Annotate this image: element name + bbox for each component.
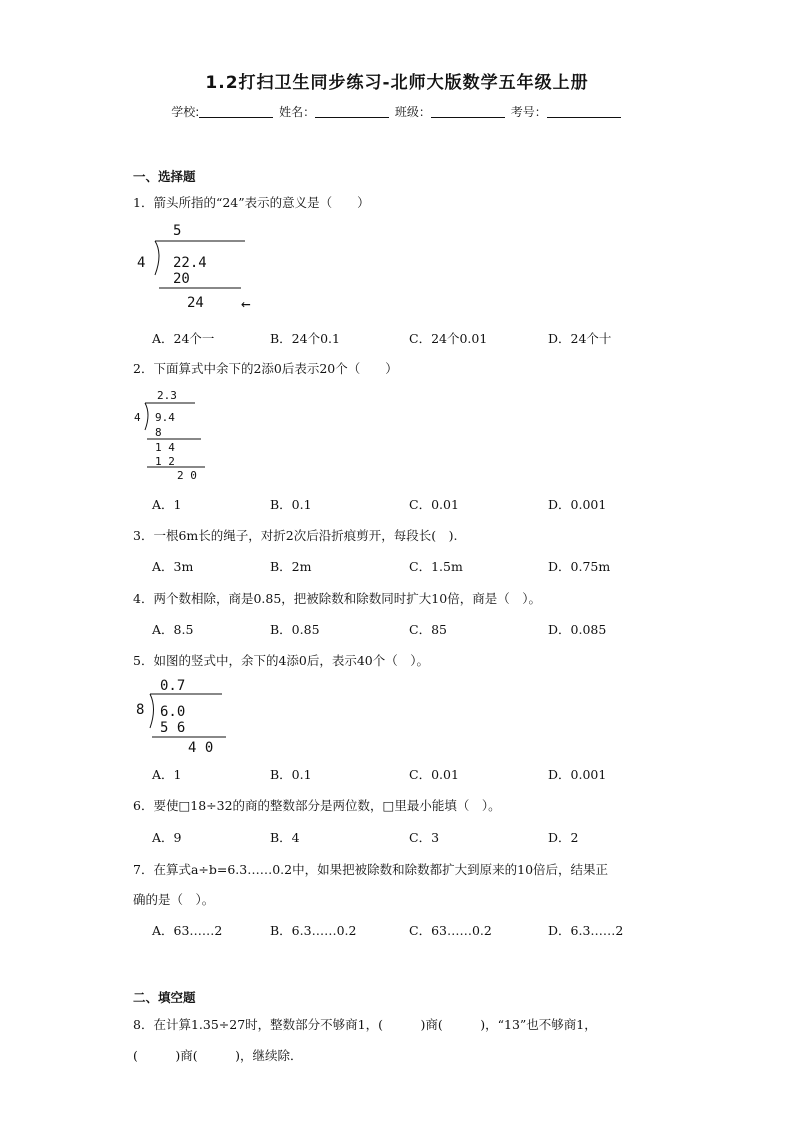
question-7-options — [152, 921, 712, 937]
question-6-options — [152, 828, 712, 844]
q2-option-c[interactable]: C．0.01 — [409, 497, 459, 512]
q1-option-d[interactable]: D．24个十 — [548, 331, 612, 346]
q4-option-c[interactable]: C．85 — [409, 622, 447, 637]
question-7-text-line-2: 确的是（ ）。 — [133, 892, 215, 907]
q5-quotient: 0.7 — [160, 678, 186, 694]
q7-option-b[interactable]: B．6.3……0.2 — [270, 923, 357, 938]
question-1-division-figure — [133, 219, 273, 319]
question-2-options — [152, 495, 712, 511]
q1-arrow-icon: ← — [241, 294, 251, 313]
q5-product: 5 6 — [160, 720, 186, 736]
q5-option-b[interactable]: B．0.1 — [270, 767, 312, 782]
q6-option-c[interactable]: C．3 — [409, 830, 440, 845]
q1-product: 20 — [173, 271, 190, 287]
question-5-division-figure — [134, 676, 234, 758]
q3-option-c[interactable]: C．1.5m — [409, 559, 463, 574]
q2-option-a[interactable]: A．1 — [152, 497, 182, 512]
question-2-text: 2．下面算式中余下的2添0后表示20个（ ） — [133, 361, 398, 376]
class-blank[interactable] — [431, 105, 505, 118]
student-info-line — [0, 103, 794, 120]
question-3-options — [152, 557, 712, 573]
q2-divisor: 4 — [134, 411, 141, 424]
question-1-text: 1．箭头所指的“24”表示的意义是（ ） — [133, 195, 370, 210]
q2-remainder: 2 0 — [177, 469, 197, 482]
page-title: 1.2打扫卫生同步练习-北师大版数学五年级上册 — [205, 73, 589, 93]
school-label: 学校: — [171, 105, 200, 119]
question-1-options — [152, 329, 712, 345]
q1-divisor: 4 — [137, 255, 146, 271]
question-8-text-line-2: ( )商( )，继续除． — [133, 1048, 303, 1063]
q2-step-2: 1 4 — [155, 441, 175, 454]
q2-step-1: 8 — [155, 426, 162, 439]
q2-option-b[interactable]: B．0.1 — [270, 497, 312, 512]
q2-option-d[interactable]: D．0.001 — [548, 497, 607, 512]
q6-option-b[interactable]: B．4 — [270, 830, 300, 845]
q3-option-b[interactable]: B．2m — [270, 559, 312, 574]
q1-option-a[interactable]: A．24个一 — [152, 331, 215, 346]
class-label: 班级： — [394, 105, 431, 119]
q7-option-d[interactable]: D．6.3……2 — [548, 923, 624, 938]
q5-option-d[interactable]: D．0.001 — [548, 767, 607, 782]
q1-option-c[interactable]: C．24个0.01 — [409, 331, 488, 346]
q2-dividend: 9.4 — [155, 411, 175, 424]
q4-option-d[interactable]: D．0.085 — [548, 622, 607, 637]
q3-option-a[interactable]: A．3m — [152, 559, 194, 574]
q4-option-a[interactable]: A．8.5 — [152, 622, 194, 637]
q5-remainder: 4 0 — [188, 740, 214, 756]
exam-number-label: 考号： — [510, 105, 547, 119]
question-5-text: 5．如图的竖式中，余下的4添0后，表示40个（ ）。 — [133, 653, 430, 668]
section-fill-heading: 二、填空题 — [133, 990, 196, 1005]
question-5-options — [152, 765, 712, 781]
question-4-options — [152, 620, 712, 636]
q7-option-a[interactable]: A．63……2 — [152, 923, 223, 938]
q5-divisor: 8 — [136, 702, 145, 718]
q6-option-d[interactable]: D．2 — [548, 830, 579, 845]
q5-dividend: 6.0 — [160, 704, 186, 720]
q4-option-b[interactable]: B．0.85 — [270, 622, 320, 637]
school-blank[interactable] — [199, 105, 273, 118]
question-6-text: 6．要使□18÷32的商的整数部分是两位数，□里最小能填（ ）。 — [133, 798, 501, 813]
name-blank[interactable] — [315, 105, 389, 118]
exam-number-blank[interactable] — [547, 105, 621, 118]
question-8-text-line-1: 8．在计算1.35÷27时，整数部分不够商1，( )商( )，“13”也不够商1， — [133, 1017, 597, 1032]
question-3-text: 3．一根6m长的绳子，对折2次后沿折痕剪开，每段长( ). — [133, 528, 458, 543]
q1-dividend: 22.4 — [173, 255, 207, 271]
q1-remainder: 24 — [187, 295, 204, 311]
question-2-division-figure — [133, 386, 213, 482]
question-4-text: 4．两个数相除，商是0.85，把被除数和除数同时扩大10倍，商是（ ）。 — [133, 591, 541, 606]
q1-option-b[interactable]: B．24个0.1 — [270, 331, 340, 346]
q6-option-a[interactable]: A．9 — [152, 830, 182, 845]
question-7-text-line-1: 7．在算式a÷b=6.3……0.2中，如果把被除数和除数都扩大到原来的10倍后，结果正 — [133, 862, 609, 877]
q2-quotient: 2.3 — [157, 389, 177, 402]
name-label: 姓名： — [279, 105, 316, 119]
q1-quotient: 5 — [173, 223, 182, 239]
q5-option-c[interactable]: C．0.01 — [409, 767, 459, 782]
q2-step-3: 1 2 — [155, 455, 175, 468]
q5-option-a[interactable]: A．1 — [152, 767, 182, 782]
q3-option-d[interactable]: D．0.75m — [548, 559, 611, 574]
section-choice-heading: 一、选择题 — [133, 169, 196, 184]
q7-option-c[interactable]: C．63……0.2 — [409, 923, 492, 938]
